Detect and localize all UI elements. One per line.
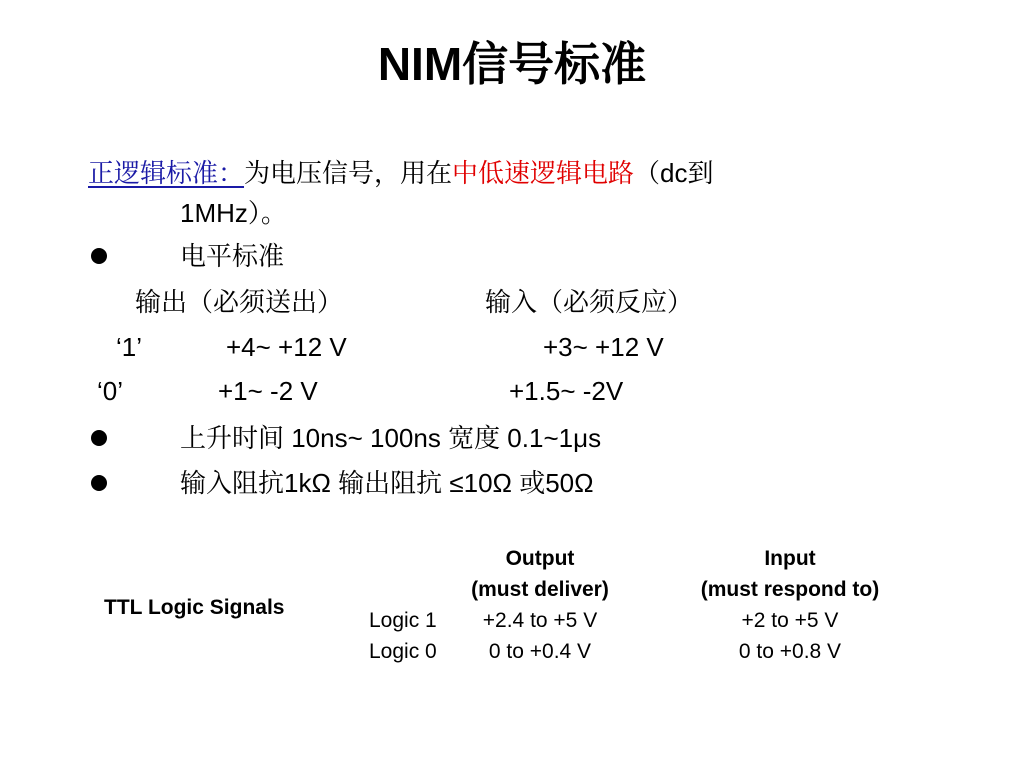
impedance-text: 输入阻抗1kΩ 输出阻抗 ≤10Ω 或50Ω: [180, 468, 594, 498]
intro-line-2: 1MHz）。: [180, 198, 287, 228]
bullet-icon: [91, 430, 107, 446]
level-standard-heading: 电平标准: [180, 241, 285, 271]
ttl-row-name: Logic 1: [369, 609, 437, 632]
page-title: NIM信号标准: [377, 38, 647, 90]
ttl-input-subheader: (must respond to): [700, 578, 880, 601]
ttl-row-input: +2 to +5 V: [741, 609, 839, 632]
ttl-row-name: Logic 0: [369, 640, 437, 663]
intro-text-2: （dc到: [634, 158, 714, 188]
intro-text-1: 为电压信号，用在: [244, 158, 453, 188]
ttl-input-header: Input: [764, 547, 816, 570]
output-header-cn: 输出（必须送出）: [135, 287, 344, 317]
logic-0-input: +1.5~ -2V: [509, 376, 624, 406]
ttl-row-output: +2.4 to +5 V: [482, 609, 598, 632]
ttl-row-input: 0 to +0.8 V: [738, 640, 842, 663]
intro-line: [88, 156, 714, 190]
logic-1-input: +3~ +12 V: [543, 332, 664, 362]
intro-highlight: 中低速逻辑电路: [452, 158, 635, 188]
bullet-icon: [91, 475, 107, 491]
input-header-cn: 输入（必须反应）: [485, 287, 694, 317]
ttl-output-header: Output: [505, 547, 575, 570]
ttl-output-subheader: (must deliver): [471, 578, 609, 601]
rise-time-text: 上升时间 10ns~ 100ns 宽度 0.1~1μs: [180, 423, 602, 453]
positive-logic-label: 正逻辑标准：: [88, 158, 245, 188]
logic-1-label: ‘1’: [116, 332, 143, 362]
bullet-icon: [91, 248, 107, 264]
logic-1-output: +4~ +12 V: [226, 332, 347, 362]
ttl-label: TTL Logic Signals: [104, 596, 285, 619]
logic-0-label: ‘0’: [97, 376, 124, 406]
logic-0-output: +1~ -2 V: [218, 376, 318, 406]
ttl-row-output: 0 to +0.4 V: [488, 640, 592, 663]
